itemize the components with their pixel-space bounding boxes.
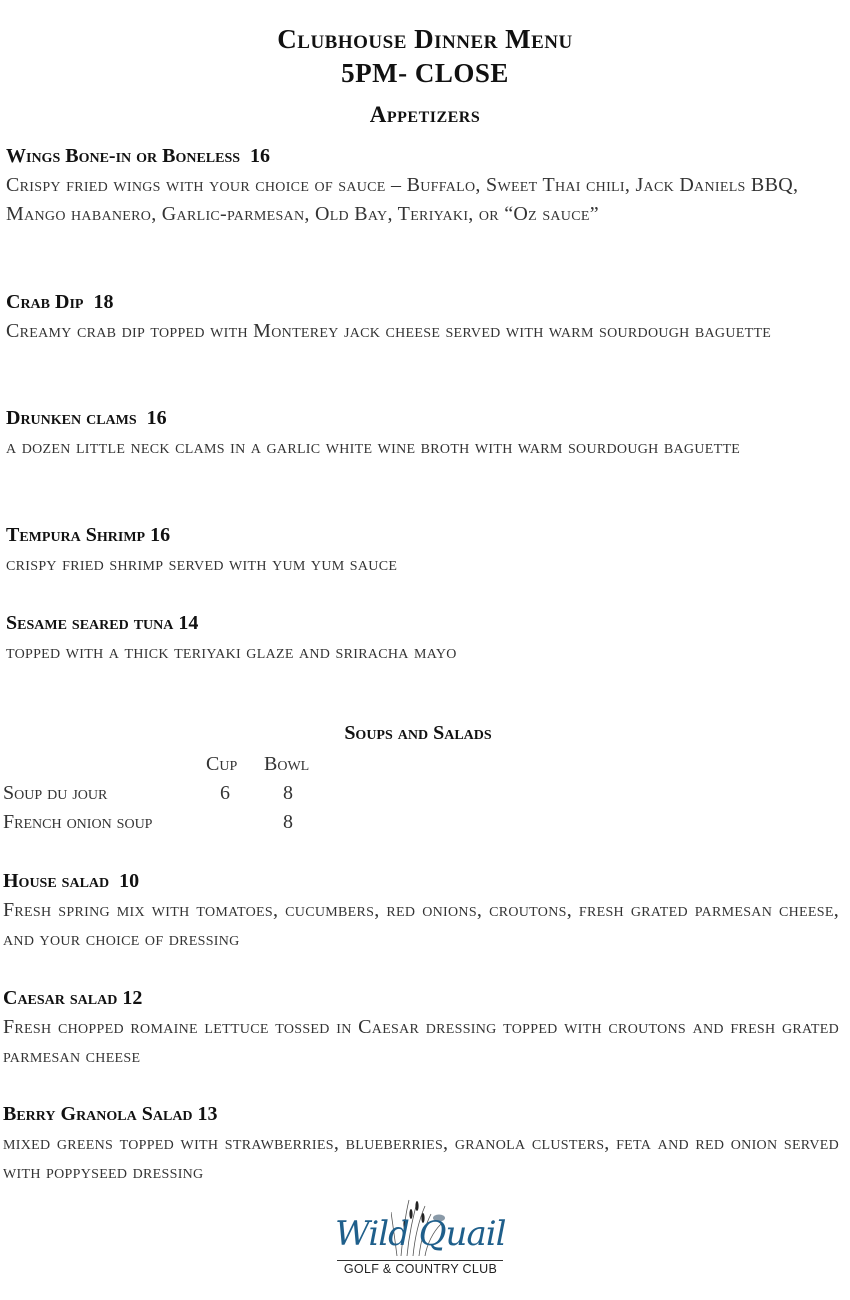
menu-title: Clubhouse Dinner Menu bbox=[277, 24, 573, 54]
menu-item-caesar-salad bbox=[3, 984, 839, 1071]
item-name: Drunken clams 16 bbox=[6, 407, 167, 429]
item-description: Creamy crab dip topped with Monterey jack cheese served with warm sourdough baguette bbox=[6, 320, 772, 342]
logo-script-text: Wild Quail bbox=[335, 1214, 506, 1254]
item-description: Fresh chopped romaine lettuce tossed in Caesar dressing topped with croutons and fresh grated parmesan cheese bbox=[3, 1016, 839, 1067]
section-title-appetizers: Appetizers bbox=[369, 102, 481, 127]
column-header-cup: Cup bbox=[206, 753, 238, 775]
item-name: Crab Dip 18 bbox=[6, 291, 114, 313]
soup-row bbox=[3, 779, 403, 808]
item-name: Wings Bone-in or Boneless 16 bbox=[6, 145, 271, 167]
soup-name: French onion soup bbox=[3, 811, 153, 833]
menu-item-wings bbox=[6, 142, 840, 229]
item-description: crispy fried shrimp served with yum yum sauce bbox=[6, 553, 398, 575]
item-name: House salad 10 bbox=[3, 870, 140, 892]
item-description: a dozen little neck clams in a garlic white wine broth with warm sourdough baguette bbox=[6, 436, 741, 458]
soup-bowl-price: 8 bbox=[283, 811, 293, 833]
item-name: Tempura Shrimp 16 bbox=[6, 524, 171, 546]
soup-table-header bbox=[3, 750, 403, 779]
item-name: Berry Granola Salad 13 bbox=[3, 1103, 218, 1125]
logo-subtitle: GOLF & COUNTRY CLUB bbox=[343, 1262, 498, 1276]
item-name: Caesar salad 12 bbox=[3, 987, 143, 1009]
item-description: Crispy fried wings with your choice of sauce – Buffalo, Sweet Thai chili, Jack Daniels BBQ, Mango habanero, Garlic-parmesan, Old Bay, Teriyaki, or “Oz sauce” bbox=[6, 174, 799, 225]
column-header-bowl: Bowl bbox=[264, 753, 310, 775]
soup-row bbox=[3, 808, 403, 837]
menu-item-berry-granola-salad bbox=[3, 1100, 839, 1187]
item-description: topped with a thick teriyaki glaze and sriracha mayo bbox=[6, 641, 457, 663]
item-description: Fresh spring mix with tomatoes, cucumbers, red onions, croutons, fresh grated parmesan cheese, and your choice of dressing bbox=[3, 899, 839, 950]
club-logo bbox=[333, 1196, 508, 1286]
menu-item-sesame-tuna bbox=[6, 609, 840, 667]
menu-item-house-salad bbox=[3, 867, 839, 954]
menu-item-crab-dip bbox=[6, 288, 840, 346]
menu-hours: 5PM- CLOSE bbox=[341, 58, 509, 88]
section-title-soups-salads: Soups and Salads bbox=[344, 722, 492, 744]
item-description: mixed greens topped with strawberries, blueberries, granola clusters, feta and red onion served with poppyseed dressing bbox=[3, 1132, 839, 1183]
logo-divider bbox=[337, 1260, 503, 1261]
menu-item-tempura-shrimp bbox=[6, 521, 840, 579]
item-name: Sesame seared tuna 14 bbox=[6, 612, 199, 634]
soup-bowl-price: 8 bbox=[283, 782, 293, 804]
soup-cup-price: 6 bbox=[220, 782, 230, 804]
soup-name: Soup du jour bbox=[3, 782, 108, 804]
soup-price-table bbox=[3, 750, 403, 837]
menu-item-drunken-clams bbox=[6, 404, 840, 462]
